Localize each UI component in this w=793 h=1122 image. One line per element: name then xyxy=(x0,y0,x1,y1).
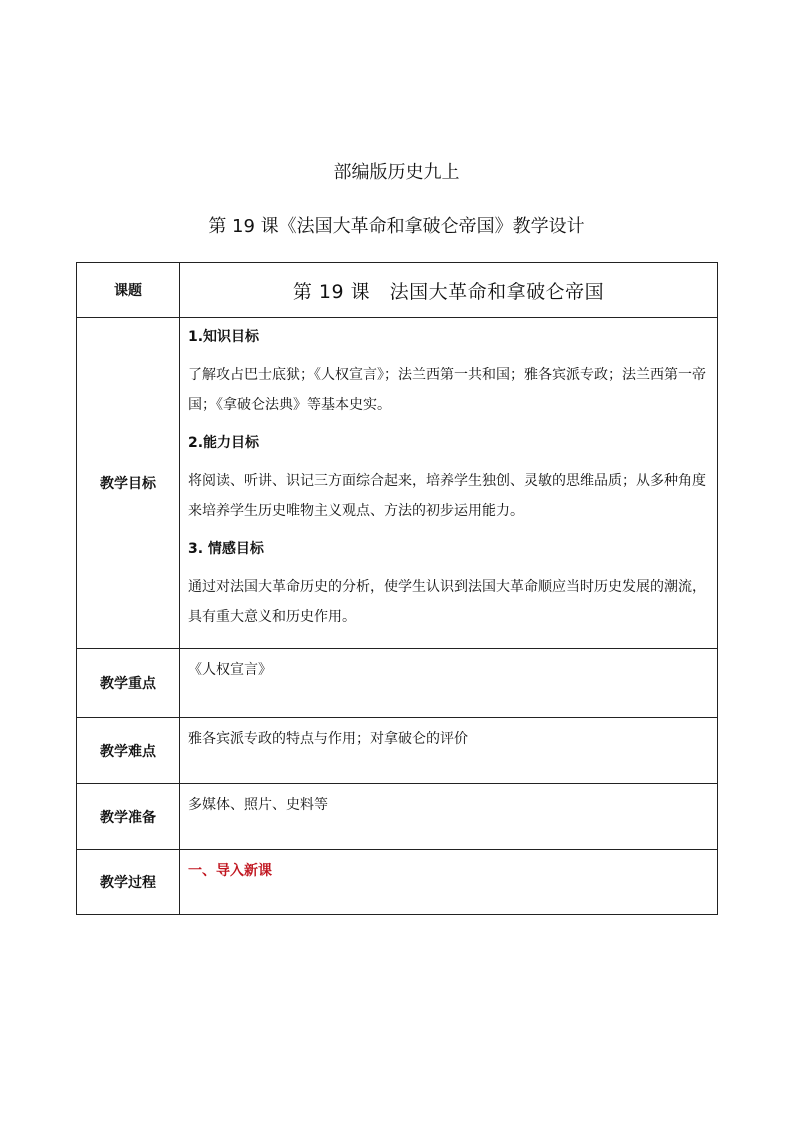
process-label: 教学过程 xyxy=(77,850,180,915)
goal-heading-knowledge: 1.知识目标 xyxy=(188,329,260,345)
table-row-preparation xyxy=(77,784,718,850)
goal-text-knowledge: 了解攻占巴士底狱；《人权宣言》；法兰西第一共和国；雅各宾派专政；法兰西第一帝国；《拿破仑法典》等基本史实。 xyxy=(188,367,706,413)
topic-label: 课题 xyxy=(77,263,180,318)
preparation-value: 多媒体、照片、史料等 xyxy=(180,784,718,850)
process-content xyxy=(180,850,718,915)
table-row-difficulties xyxy=(77,718,718,784)
goal-heading-ability: 2.能力目标 xyxy=(188,435,260,451)
goals-content xyxy=(180,318,718,649)
difficulties-value: 雅各宾派专政的特点与作用；对拿破仑的评价 xyxy=(180,718,718,784)
table-row-goals xyxy=(77,318,718,649)
table-row-topic xyxy=(77,263,718,318)
table-row-key-points xyxy=(77,649,718,718)
lesson-plan-table xyxy=(76,262,718,915)
doc-title: 第 19 课《法国大革命和拿破仑帝国》教学设计 xyxy=(208,216,585,237)
goals-label: 教学目标 xyxy=(77,318,180,649)
table-row-process xyxy=(77,850,718,915)
preparation-label: 教学准备 xyxy=(77,784,180,850)
topic-value: 第 19 课 法国大革命和拿破仑帝国 xyxy=(180,263,718,318)
doc-subtitle: 部编版历史九上 xyxy=(333,162,460,183)
key-points-label: 教学重点 xyxy=(77,649,180,718)
goal-text-emotion: 通过对法国大革命历史的分析，使学生认识到法国大革命顺应当时历史发展的潮流，具有重大意义和历史作用。 xyxy=(188,579,706,625)
goal-heading-emotion: 3. 情感目标 xyxy=(188,541,264,557)
key-points-value: 《人权宣言》 xyxy=(180,649,718,718)
goal-text-ability: 将阅读、听讲、识记三方面综合起来，培养学生独创、灵敏的思维品质；从多种角度来培养学生历史唯物主义观点、方法的初步运用能力。 xyxy=(188,473,706,519)
process-section-heading: 一、导入新课 xyxy=(188,863,272,879)
difficulties-label: 教学难点 xyxy=(77,718,180,784)
